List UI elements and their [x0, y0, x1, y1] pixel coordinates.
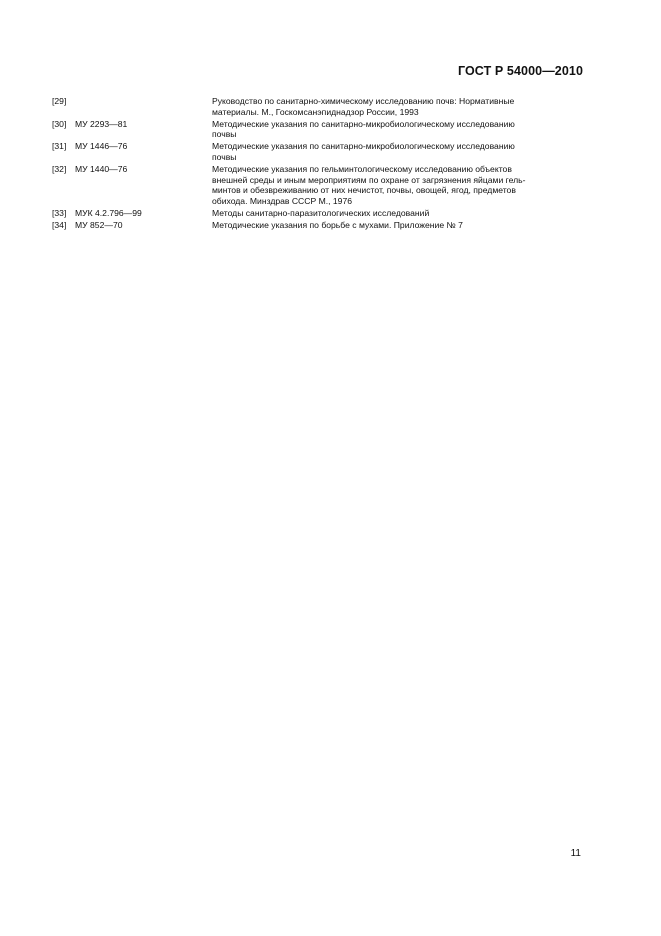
reference-id: [52, 208, 212, 219]
reference-item-32: [52, 164, 577, 207]
reference-id: [52, 141, 212, 163]
reference-title-line: Методы санитарно-паразитологических исследований: [212, 207, 430, 218]
reference-title-line: материалы. М., Госкомсанэпиднадзор России, 1993: [212, 106, 419, 117]
reference-item-33: [52, 208, 577, 219]
reference-title-line: Руководство по санитарно-химическому исследованию почв: Нормативные: [212, 96, 515, 106]
reference-title-line: обихода. Минздрав СССР М., 1976: [212, 196, 353, 207]
reference-item-34: [52, 220, 577, 231]
reference-number: [34]: [52, 219, 67, 230]
reference-title: [212, 208, 577, 219]
reference-title-line: почвы: [212, 151, 237, 162]
page-number: 11: [570, 848, 581, 859]
reference-item-30: [52, 119, 577, 141]
reference-title: [212, 164, 577, 207]
reference-number: [32]: [52, 163, 67, 174]
reference-id: [52, 220, 212, 231]
reference-title-line: Методические указания по санитарно-микробиологическому исследованию: [212, 118, 515, 129]
reference-title: [212, 96, 577, 118]
reference-title: [212, 220, 577, 231]
reference-title: [212, 141, 577, 163]
reference-number: [31]: [52, 141, 67, 152]
reference-id: [52, 164, 212, 207]
reference-code: МУК 4.2.796—99: [75, 207, 142, 218]
reference-title-line: минтов и обезвреживанию от них нечистот, почвы, овощей, ягод, предметов: [212, 185, 516, 196]
reference-title-line: внешней среды и иным мероприятиям по охране от загрязнения яйцами гель-: [212, 174, 526, 185]
reference-id: [52, 96, 212, 118]
reference-item-29: [52, 96, 577, 118]
reference-number: [30]: [52, 118, 67, 129]
reference-title-line: Методические указания по гельминтологическому исследованию объектов: [212, 163, 512, 174]
reference-number: [29]: [52, 96, 67, 106]
reference-item-31: [52, 141, 577, 163]
reference-title-line: Методические указания по санитарно-микробиологическому исследованию: [212, 141, 515, 152]
reference-title: [212, 119, 577, 141]
bibliography-list: [52, 96, 577, 232]
reference-id: [52, 119, 212, 141]
reference-title-line: почвы: [212, 129, 237, 140]
reference-number: [33]: [52, 207, 67, 218]
reference-title-line: Методические указания по борьбе с мухами. Приложение № 7: [212, 219, 463, 230]
reference-code: МУ 2293—81: [75, 118, 128, 129]
reference-code: МУ 1440—76: [75, 163, 128, 174]
reference-code: МУ 1446—76: [75, 141, 128, 152]
reference-code: МУ 852—70: [75, 219, 123, 230]
document-standard-header: ГОСТ Р 54000—2010: [457, 64, 583, 78]
